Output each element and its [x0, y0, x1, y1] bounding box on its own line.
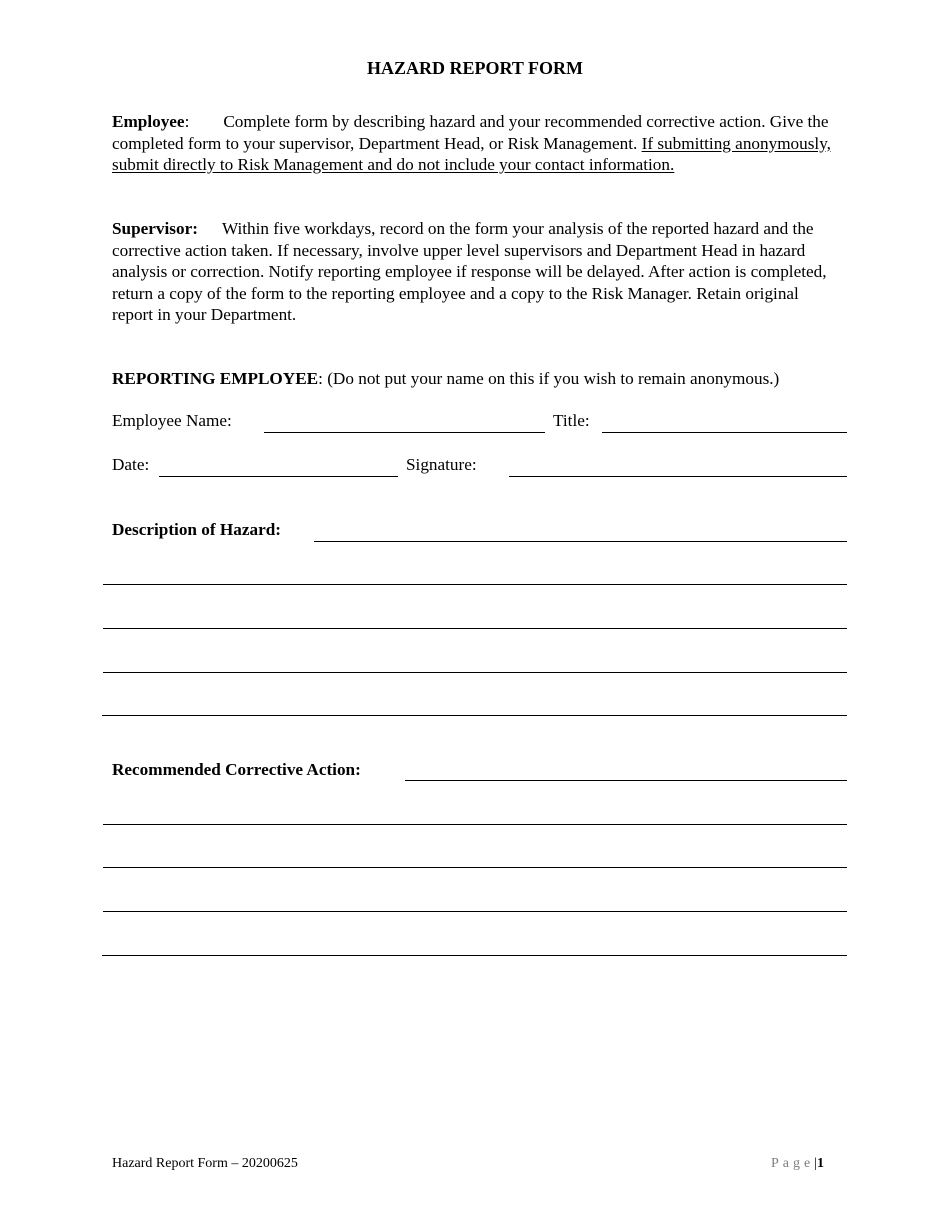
description-label: Description of Hazard:	[112, 520, 281, 539]
employee-name-field[interactable]	[264, 432, 545, 433]
description-line-4[interactable]	[103, 672, 847, 673]
title-field[interactable]	[602, 432, 847, 433]
page-number: 1	[817, 1156, 825, 1171]
signature-label: Signature:	[406, 455, 477, 474]
date-label: Date:	[112, 455, 150, 474]
footer-doc-id: Hazard Report Form – 20200625	[112, 1156, 298, 1171]
supervisor-instructions-text: Within five workdays, record on the form your analysis of the reported hazard and the corrective action taken. If necessary, involve upper level supervisors and Department Head in hazard analysis or correction. Notify reporting employee if response will be delayed. After action is completed, return a copy of the form to the reporting employee and a copy to the Risk Manager. Retain original report in your Department.	[112, 219, 827, 324]
employee-instructions	[112, 111, 832, 176]
reporting-employee-note: : (Do not put your name on this if you wish to remain anonymous.)	[318, 369, 780, 388]
employee-instructions-text: Complete form by describing hazard and your recommended corrective action. Give the completed form to your supervisor, Department Head, or Risk Management.	[112, 112, 829, 153]
page-word: Page	[771, 1156, 815, 1171]
corrective-action-line-2[interactable]	[103, 824, 847, 825]
employee-label-colon: :	[184, 112, 190, 131]
description-line-3[interactable]	[103, 628, 847, 629]
employee-label: Employee	[112, 112, 185, 131]
description-line-5[interactable]	[102, 715, 847, 716]
reporting-employee-label: REPORTING EMPLOYEE	[112, 369, 319, 388]
page-number-indicator	[771, 1156, 824, 1172]
reporting-employee-heading	[112, 368, 779, 390]
page-separator: |	[814, 1156, 818, 1171]
anonymous-instructions: If submitting anonymously, submit directly to Risk Management and do not include your contact information.	[112, 133, 831, 174]
employee-name-label: Employee Name:	[112, 411, 232, 430]
signature-field[interactable]	[509, 476, 847, 477]
corrective-action-line-3[interactable]	[103, 867, 847, 868]
description-line-2[interactable]	[103, 584, 847, 585]
description-line-1[interactable]	[314, 541, 847, 542]
date-field[interactable]	[159, 476, 398, 477]
corrective-action-line-4[interactable]	[103, 911, 847, 912]
corrective-action-label: Recommended Corrective Action:	[112, 760, 361, 779]
supervisor-label: Supervisor:	[112, 219, 198, 238]
corrective-action-line-1[interactable]	[405, 780, 847, 781]
supervisor-instructions	[112, 218, 832, 326]
title-label: Title:	[553, 411, 590, 430]
form-title: HAZARD REPORT FORM	[366, 58, 584, 78]
corrective-action-line-5[interactable]	[102, 955, 847, 956]
